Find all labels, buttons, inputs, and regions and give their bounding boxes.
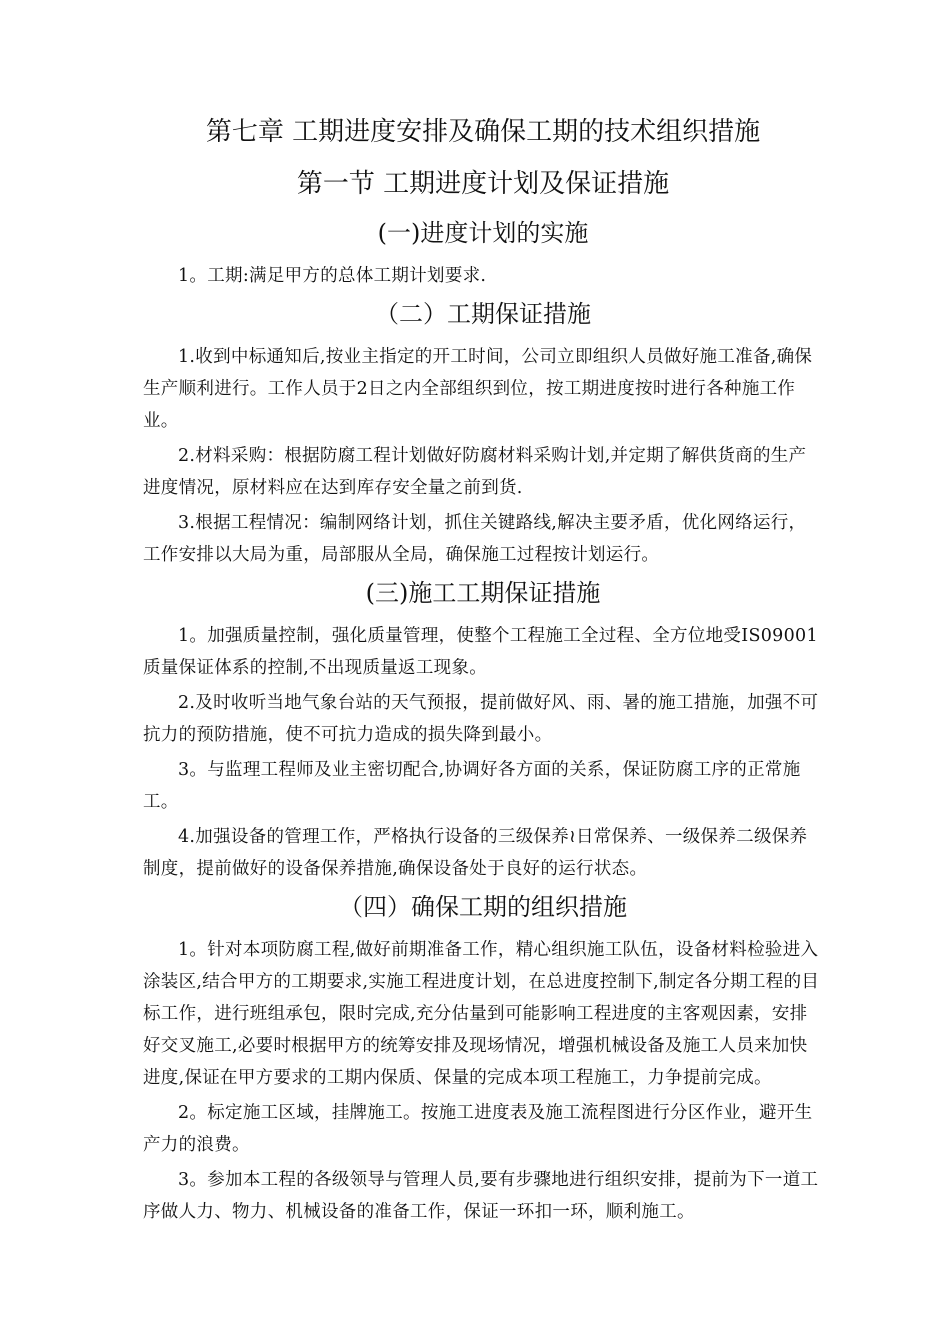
subsection-heading: （四）确保工期的组织措施 (339, 893, 627, 921)
paragraph: 3.根据工程情况：编制网络计划，抓住关键路线,解决主要矛盾，优化网络运行，工作安排以大局为重，局部服从全局，确保施工过程按计划运行。 (143, 513, 807, 565)
paragraph: 1。加强质量控制，强化质量管理，使整个工程施工全过程、全方位地受IS09001质量保证体系的控制,不出现质量返工现象。 (143, 626, 818, 678)
subsection-heading: （二）工期保证措施 (375, 300, 591, 328)
subsection-4 (143, 888, 823, 1228)
paragraph: 1.收到中标通知后,按业主指定的开工时间，公司立即组织人员做好施工准备,确保生产顺利进行。工作人员于2日之内全部组织到位，按工期进度按时进行各种施工作业。 (143, 347, 813, 431)
document-page (143, 112, 823, 1231)
paragraph: 2.材料采购：根据防腐工程计划做好防腐材料采购计划,并定期了解供货商的生产进度情况，原材料应在达到库存安全量之前到货. (143, 446, 807, 498)
paragraph: 1。工期:满足甲方的总体工期计划要求. (178, 266, 487, 286)
paragraph: 2.及时收听当地气象台站的天气预报，提前做好风、雨、暑的施工措施，加强不可抗力的预防措施，使不可抗力造成的损失降到最小。 (143, 693, 819, 745)
paragraph: 1。针对本项防腐工程,做好前期准备工作，精心组织施工队伍，设备材料检验进入涂装区,结合甲方的工期要求,实施工程进度计划，在总进度控制下,制定各分期工程的目标工作，进行班组承包，限时完成,充分估量到可能影响工程进度的主客观因素，安排好交叉施工,必要时根据甲方的统筹安排及现场情况，增强机械设备及施工人员来加快进度,保证在甲方要求的工期内保质、保量的完成本项工程施工，力争提前完成。 (143, 940, 820, 1088)
subsection-3 (143, 574, 823, 885)
paragraph: 2。标定施工区域，挂牌施工。按施工进度表及施工流程图进行分区作业，避开生产力的浪费。 (143, 1103, 813, 1155)
paragraph: 3。参加本工程的各级领导与管理人员,要有步骤地进行组织安排，提前为下一道工序做人力、物力、机械设备的准备工作，保证一环扣一环，顺利施工。 (143, 1170, 819, 1222)
chapter-title: 第七章 工期进度安排及确保工期的技术组织措施 (205, 117, 761, 147)
subsection-heading: (一)进度计划的实施 (377, 219, 589, 247)
subsection-heading: (三)施工工期保证措施 (365, 579, 601, 607)
subsection-2 (143, 295, 823, 571)
paragraph: 4.加强设备的管理工作，严格执行设备的三级保养≀日常保养、一级保养二级保养制度，提前做好的设备保养措施,确保设备处于良好的运行状态。 (143, 827, 808, 879)
section-title: 第一节 工期进度计划及保证措施 (296, 169, 670, 199)
paragraph: 3。与监理工程师及业主密切配合,协调好各方面的关系，保证防腐工序的正常施工。 (143, 760, 801, 812)
subsection-1 (143, 214, 823, 292)
